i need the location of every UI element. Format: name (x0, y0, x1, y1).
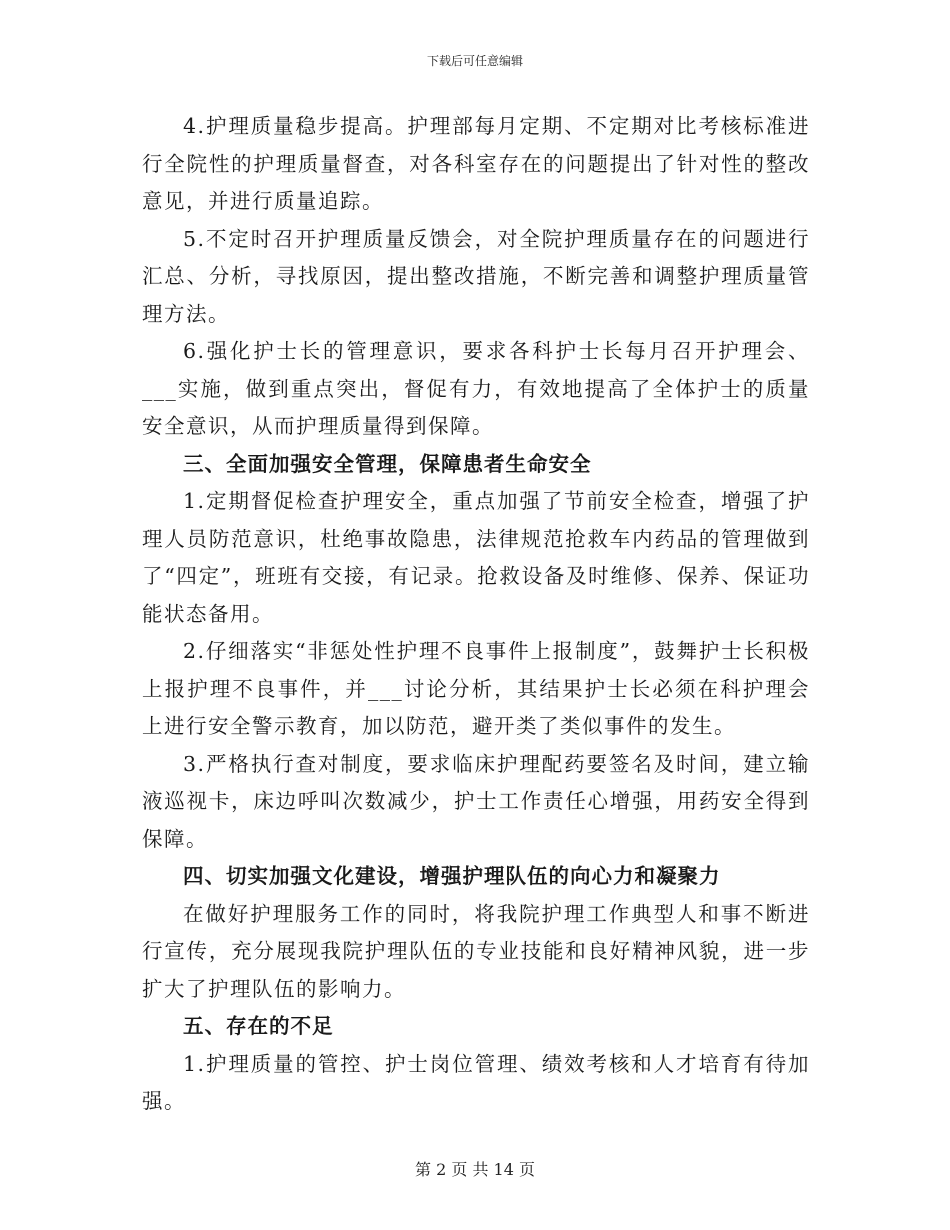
paragraph-adverse-events: 2.仔细落实“非惩处性护理不良事件上报制度”，鼓舞护士长积极上报护理不良事件，并___讨论分析，其结果护士长必须在科护理会上进行安全警示教育，加以防范，避开类了类似事件的发生。 (142, 639, 810, 738)
paragraph-head-nurse-awareness: 6.强化护士长的管理意识，要求各科护士长每月召开护理会、___实施，做到重点突出，督促有力，有效地提高了全体护士的质量安全意识，从而护理质量得到保障。 (142, 339, 810, 438)
paragraph-feedback-meeting: 5.不定时召开护理质量反馈会，对全院护理质量存在的问题进行汇总、分析，寻找原因，提出整改措施，不断完善和调整护理质量管理方法。 (142, 226, 810, 326)
paragraph-culture-promotion: 在做好护理服务工作的同时，将我院护理工作典型人和事不断进行宣传，充分展现我院护理队伍的专业技能和良好精神风貌，进一步扩大了护理队伍的影响力。 (142, 901, 810, 1001)
page-footer-page-number: 第 2 页 共 14 页 (415, 1160, 535, 1179)
section-heading-safety: 三、全面加强安全管理，保障患者生命安全 (183, 451, 592, 476)
section-heading-shortcomings: 五、存在的不足 (183, 1014, 334, 1038)
document-body (142, 108, 810, 1121)
paragraph-quality-improvement: 4.护理质量稳步提高。护理部每月定期、不定期对比考核标准进行全院性的护理质量督查，对各科室存在的问题提出了针对性的整改意见，并进行质量追踪。 (142, 114, 810, 213)
paragraph-shortcoming-1: 1.护理质量的管控、护士岗位管理、绩效考核和人才培育有待加强。 (142, 1051, 810, 1113)
page-header: 下载后可任意编辑 (426, 54, 523, 68)
section-heading-culture: 四、切实加强文化建设，增强护理队伍的向心力和凝聚力 (183, 864, 721, 888)
paragraph-check-system: 3.严格执行查对制度，要求临床护理配药要签名及时间，建立输液巡视卡，床边呼叫次数减少，护士工作责任心增强，用药安全得到保障。 (142, 751, 810, 851)
paragraph-safety-inspection: 1.定期督促检查护理安全，重点加强了节前安全检查，增强了护理人员防范意识，杜绝事故隐患，法律规范抢救车内药品的管理做到了“四定”，班班有交接，有记录。抢救设备及时维修、保养、保证功能状态备用。 (142, 489, 810, 626)
